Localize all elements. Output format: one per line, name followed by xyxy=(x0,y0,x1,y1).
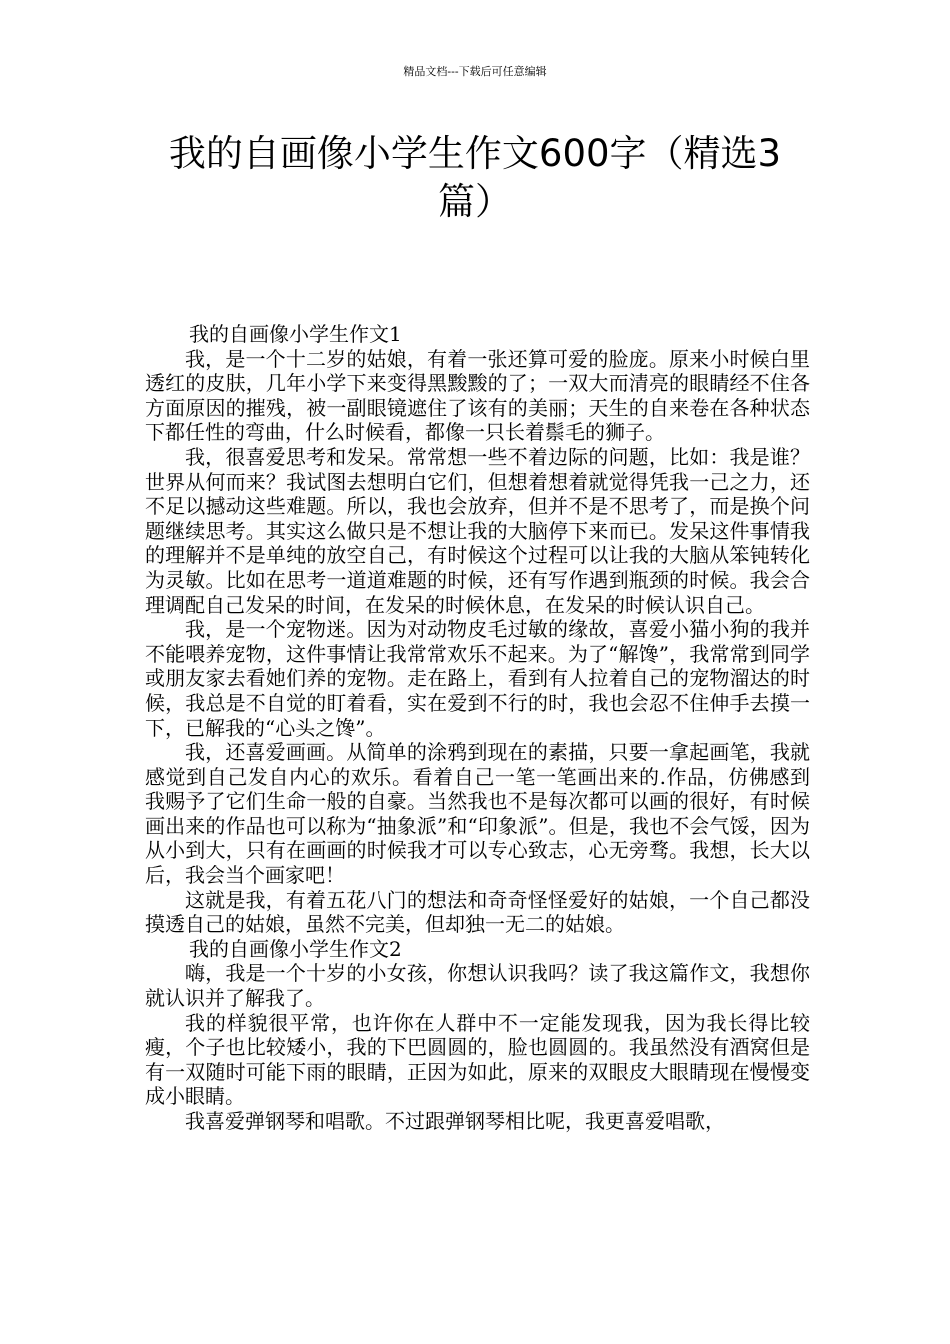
paragraph: 我，是一个十二岁的姑娘，有着一张还算可爱的脸庞。原来小时候白里透红的皮肤，几年小学下来变得黑黢黢的了；一双大而清亮的眼睛经不住各方面原因的摧残，被一副眼镜遮住了该有的美丽；天生的自来卷在各种状态下都任性的弯曲，什么时候看，都像一只长着鬃毛的狮子。 xyxy=(145,346,810,445)
paragraph: 我，还喜爱画画。从简单的涂鸦到现在的素描，只要一拿起画笔，我就感觉到自己发自内心的欢乐。看着自己一笔一笔画出来的.作品，仿佛感到我赐予了它们生命一般的自豪。当然我也不是每次都可以画的很好，有时候画出来的作品也可以称为“抽象派”和“印象派”。但是，我也不会气馁，因为从小到大，只有在画画的时候我才可以专心致志，心无旁骛。我想，长大以后，我会当个画家吧！ xyxy=(145,740,810,888)
page-header-note: 精品文档---下载后可任意编辑 xyxy=(403,65,547,78)
section-heading: 我的自画像小学生作文2 xyxy=(189,936,402,961)
document-body xyxy=(145,322,810,1134)
document-title: 我的自画像小学生作文600字（精选3篇） xyxy=(168,132,782,223)
paragraph: 我的样貌很平常，也许你在人群中不一定能发现我，因为我长得比较瘦，个子也比较矮小，我的下巴圆圆的，脸也圆圆的。我虽然没有酒窝但是有一双随时可能下雨的眼睛，正因为如此，原来的双眼皮大眼睛现在慢慢变成小眼睛。 xyxy=(145,1010,810,1109)
paragraph: 这就是我，有着五花八门的想法和奇奇怪怪爱好的姑娘，一个自己都没摸透自己的姑娘，虽然不完美，但却独一无二的姑娘。 xyxy=(145,887,810,937)
paragraph: 嗨，我是一个十岁的小女孩，你想认识我吗？读了我这篇作文，我想你就认识并了解我了。 xyxy=(145,961,810,1011)
section-heading: 我的自画像小学生作文1 xyxy=(189,322,402,346)
paragraph: 我，很喜爱思考和发呆。常常想一些不着边际的问题，比如：我是谁？世界从何而来？我试图去想明白它们，但想着想着就觉得凭我一己之力，还不足以撼动这些难题。所以，我也会放弃，但并不是不思考了，而是换个问题继续思考。其实这么做只是不想让我的大脑停下来而已。发呆这件事情我的理解并不是单纯的放空自己，有时候这个过程可以让我的大脑从笨钝转化为灵敏。比如在思考一道道难题的时候，还有写作遇到瓶颈的时候。我会合理调配自己发呆的时间，在发呆的时候休息，在发呆的时候认识自己。 xyxy=(145,444,810,617)
paragraph: 我，是一个宠物迷。因为对动物皮毛过敏的缘故，喜爱小猫小狗的我并不能喂养宠物，这件事情让我常常欢乐不起来。为了“解馋”，我常常到同学或朋友家去看她们养的宠物。走在路上，看到有人拉着自己的宠物溜达的时候，我总是不自觉的盯着看，实在爱到不行的时，我也会忍不住伸手去摸一下，已解我的“心头之馋”。 xyxy=(145,617,810,740)
paragraph: 我喜爱弹钢琴和唱歌。不过跟弹钢琴相比呢，我更喜爱唱歌， xyxy=(185,1109,725,1133)
